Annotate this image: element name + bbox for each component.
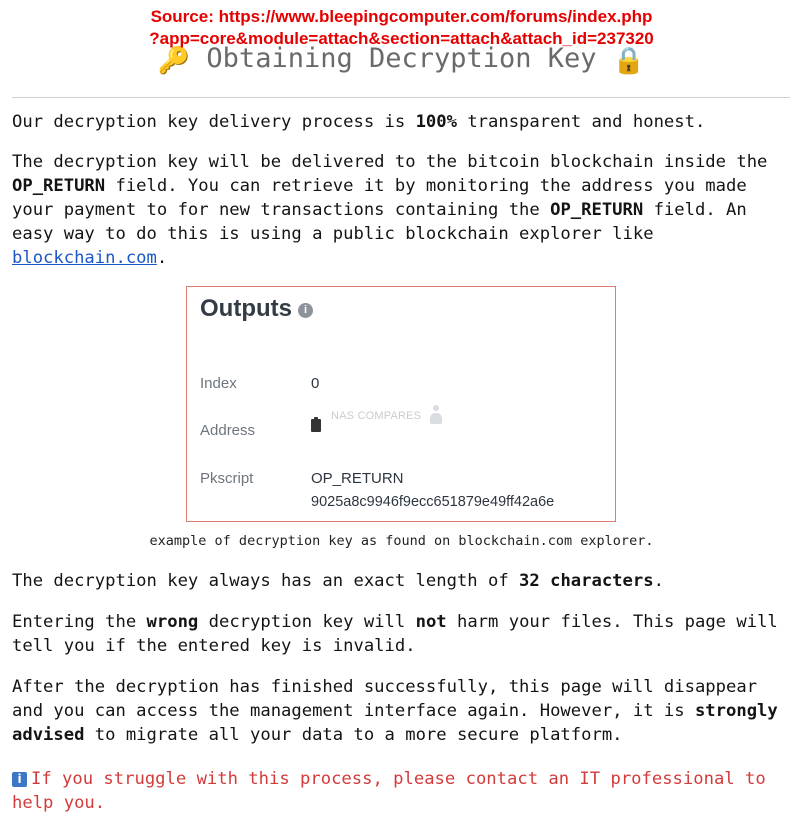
watermark-figure-icon [429,405,443,425]
index-label: Index [200,375,237,392]
figure-caption: example of decryption key as found on blockchain.com explorer. [149,533,654,549]
address-value [311,419,321,436]
address-label: Address [200,422,256,439]
clipboard-icon[interactable] [311,419,321,432]
p4-text-2: decryption key will [198,612,416,632]
info-icon: i [298,303,313,318]
p4-bold-2: not [415,612,447,632]
source-line-1: Source: https://www.bleepingcomputer.com/forums/index.php [150,7,653,26]
key-icon: 🔑 [157,46,191,76]
p5-text-1: After the decryption has finished successfully, this page will disappear and you can access the management interface again. However, it is [12,677,758,721]
p2-text-1: The decryption key will be delivered to the bitcoin blockchain inside the [12,152,768,172]
p4-text-1: Entering the [12,612,147,632]
watermark [331,405,443,425]
p2-text-3: field. An easy way to do this is using a public blockchain explorer like [12,200,747,244]
info-icon: i [12,772,27,787]
paragraph-after-decryption [12,675,792,747]
p5-bold: strongly advised [12,701,778,745]
paragraph-transparency [12,110,792,134]
page-title-text: Obtaining Decryption Key [206,43,597,74]
p4-bold-1: wrong [146,612,199,632]
p3-text: The decryption key always has an exact length of [12,571,520,591]
outputs-example-box [186,286,616,522]
p4-text-3: harm your files. This page will tell you if the entered key is invalid. [12,612,778,656]
source-caption [0,6,803,50]
pkscript-label: Pkscript [200,470,254,487]
p2-bold-1: OP_RETURN [12,176,106,196]
p1-bold: 100% [415,112,457,132]
index-value: 0 [311,375,320,392]
paragraph-delivery [12,150,792,270]
p2-bold-2: OP_RETURN [550,200,644,220]
paragraph-key-length [12,569,792,593]
paragraph-help [12,767,792,815]
pkscript-value: OP_RETURN [311,470,404,487]
p2-text-2: field. You can retrieve it by monitoring the address you made your payment to for new transactions containing the [12,176,747,220]
p3-bold: 32 characters [519,571,654,591]
p1-text-end: transparent and honest. [456,112,706,132]
decryption-key-hash: 9025a8c9946f9ecc651879e49ff42a6e [311,494,555,510]
paragraph-wrong-key [12,610,792,658]
title-divider [12,97,790,98]
help-text: If you struggle with this process, please contact an IT professional to help you. [12,769,766,813]
lock-icon: 🔒 [612,46,646,76]
outputs-title [200,295,313,323]
p5-text-2: to migrate all your data to a more secure platform. [84,725,623,745]
outputs-title-text: Outputs [200,295,292,322]
p2-end: . [156,248,168,268]
blockchain-link[interactable]: blockchain.com [12,248,157,268]
watermark-text: NAS COMPARES [331,410,422,422]
p1-text: Our decryption key delivery process is [12,112,416,132]
p3-end: . [653,571,664,591]
source-line-2: ?app=core&module=attach&section=attach&attach_id=237320 [149,29,654,48]
